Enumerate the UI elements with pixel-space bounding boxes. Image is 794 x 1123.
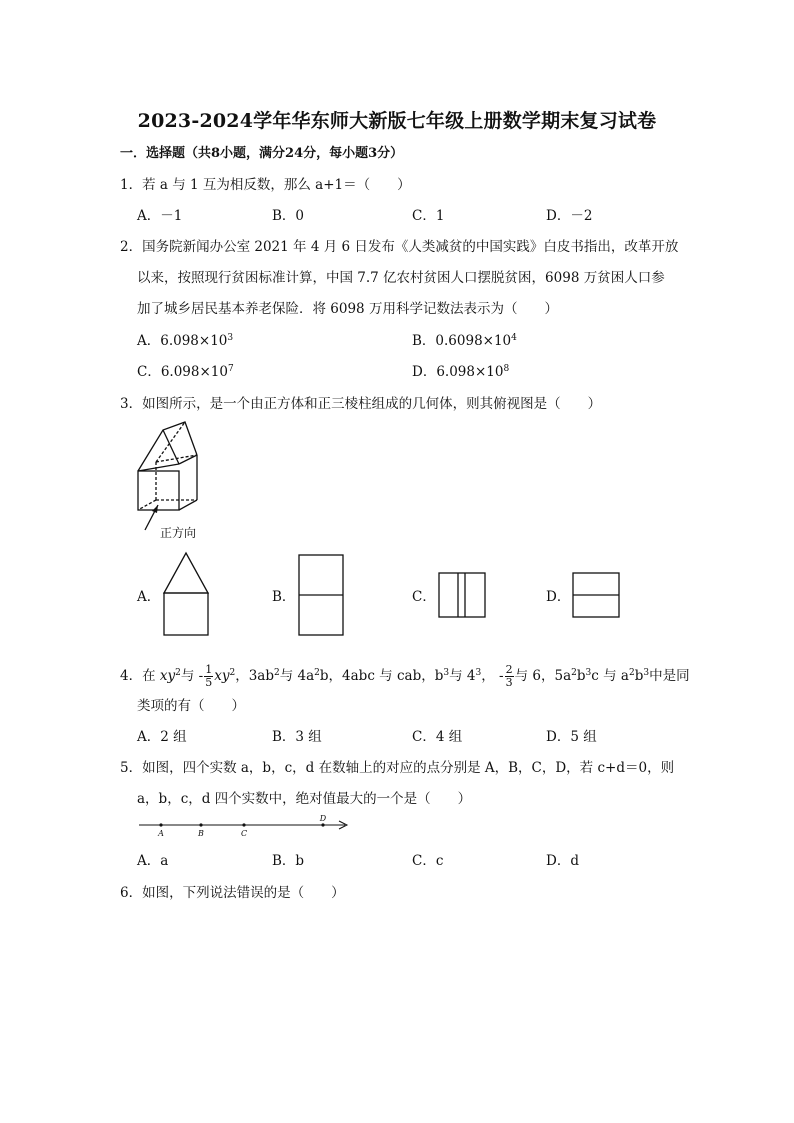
point-b-label: B — [198, 829, 204, 838]
q4-frac-den: 5 — [205, 676, 213, 689]
question-6-stem: 6．如图，下列说法错误的是（ ） — [120, 885, 345, 901]
q4-text: b — [576, 668, 586, 684]
q2-option-c-exp: 7 — [227, 364, 234, 374]
question-4-line-1 — [120, 662, 690, 690]
question-1-stem: 1．若 a 与 1 互为相反数，那么 a+1＝（ ） — [120, 177, 411, 193]
front-direction-label: 正方向 — [160, 526, 197, 540]
question-5-line-2: a，b，c，d 四个实数中，绝对值最大的一个是（ ） — [137, 791, 472, 807]
q4-exp: 3 — [475, 668, 482, 678]
q3-option-b[interactable]: B． — [272, 589, 296, 605]
q2-option-b-exp: 4 — [511, 333, 517, 343]
q4-frac-num: 2 — [505, 663, 513, 676]
q3-option-d[interactable]: D． — [546, 589, 571, 605]
q4-fraction-1 — [204, 664, 213, 689]
q4-text: b — [634, 668, 644, 684]
point-b — [199, 823, 202, 826]
q4-text: 中是同 — [649, 668, 690, 684]
question-2-line-2: 以来，按照现行贫困标准计算，中国 7.7 亿农村贫困人口摆脱贫困，6098 万贫困人口参 — [137, 270, 665, 286]
q1-option-d[interactable]: D．－2 — [546, 208, 593, 224]
q4-text: c 与 a — [591, 668, 629, 684]
q2-option-b[interactable] — [412, 332, 517, 350]
q1-option-c[interactable]: C．1 — [412, 208, 445, 224]
point-c — [242, 823, 245, 826]
q4-frac-den: 3 — [505, 676, 513, 689]
q3-option-c-figure — [438, 572, 486, 618]
q4-exp: 2 — [274, 668, 280, 678]
point-d-label: D — [319, 814, 327, 823]
q4-text: ， - — [481, 668, 504, 684]
q4-exp: 2 — [229, 668, 236, 678]
q3-option-c[interactable]: C． — [412, 589, 436, 605]
q5-option-c[interactable]: C．c — [412, 853, 444, 869]
point-a — [159, 823, 162, 826]
q5-option-b[interactable]: B．b — [272, 853, 305, 869]
point-d — [321, 823, 324, 826]
q4-text: 与 4a — [279, 668, 315, 684]
q4-option-b[interactable]: B．3 组 — [272, 729, 322, 745]
q2-option-d-exp: 8 — [503, 364, 510, 374]
q2-option-b-text: B．0.6098×10 — [412, 333, 512, 349]
q2-option-c-text: C．6.098×10 — [137, 364, 228, 380]
q2-option-a-exp: 3 — [227, 333, 234, 343]
q3-option-a-figure — [163, 552, 209, 636]
q4-text: 与 - — [180, 668, 204, 684]
point-c-label: C — [240, 829, 248, 838]
q4-text: ，3ab — [235, 668, 274, 684]
q1-option-a[interactable]: A．－1 — [137, 208, 183, 224]
q5-option-d[interactable]: D．d — [546, 853, 579, 869]
q4-text: 4．在 — [120, 668, 156, 684]
question-2-line-1: 2．国务院新闻办公室 2021 年 4 月 6 日发布《人类减贫的中国实践》白皮书指出，改革开放 — [120, 239, 679, 255]
q4-text: b，4abc 与 cab，b — [319, 668, 444, 684]
q4-exp: 2 — [628, 668, 635, 678]
q4-option-a[interactable]: A．2 组 — [137, 729, 187, 745]
q4-text: 与 6，5a — [514, 668, 572, 684]
q4-exp: 2 — [314, 668, 320, 678]
q2-option-a[interactable] — [137, 332, 233, 350]
number-line — [137, 814, 351, 840]
q4-option-d[interactable]: D．5 组 — [546, 729, 597, 745]
question-5-line-1: 5．如图，四个实数 a，b，c，d 在数轴上的对应的点分别是 A，B，C，D，若 c+d＝0，则 — [120, 760, 675, 776]
q3-option-a[interactable]: A． — [137, 589, 161, 605]
q3-option-b-figure — [298, 554, 344, 636]
q4-option-c[interactable]: C．4 组 — [412, 729, 463, 745]
question-2-line-3: 加了城乡居民基本养老保险．将 6098 万用科学记数法表示为（ ） — [137, 301, 558, 317]
page-title: 2023-2024学年华东师大新版七年级上册数学期末复习试卷 — [137, 110, 657, 132]
q2-option-c[interactable] — [137, 363, 234, 381]
question-3-stem: 3．如图所示，是一个由正方体和正三棱柱组成的几何体，则其俯视图是（ ） — [120, 396, 602, 412]
q1-option-b[interactable]: B．0 — [272, 208, 305, 224]
q5-option-a[interactable]: A．a — [137, 853, 169, 869]
section-heading: 一．选择题（共8小题，满分24分，每小题3分） — [120, 146, 404, 161]
q4-exp: 3 — [443, 668, 450, 678]
question-4-line-2: 类项的有（ ） — [137, 698, 245, 714]
q4-term: xy — [214, 668, 230, 684]
q2-option-d[interactable] — [412, 363, 509, 381]
q4-exp: 2 — [571, 668, 577, 678]
q4-exp: 2 — [175, 668, 181, 678]
q4-exp: 3 — [643, 668, 650, 678]
q4-exp: 3 — [585, 668, 592, 678]
q2-option-a-text: A．6.098×10 — [137, 333, 228, 349]
q2-option-d-text: D．6.098×10 — [412, 364, 504, 380]
q4-term: xy — [159, 668, 176, 684]
point-a-label: A — [158, 829, 164, 838]
q4-text: 与 4 — [449, 668, 476, 684]
q4-frac-num: 1 — [205, 663, 213, 676]
q4-fraction-2 — [505, 664, 514, 689]
q3-option-d-figure — [572, 572, 620, 618]
